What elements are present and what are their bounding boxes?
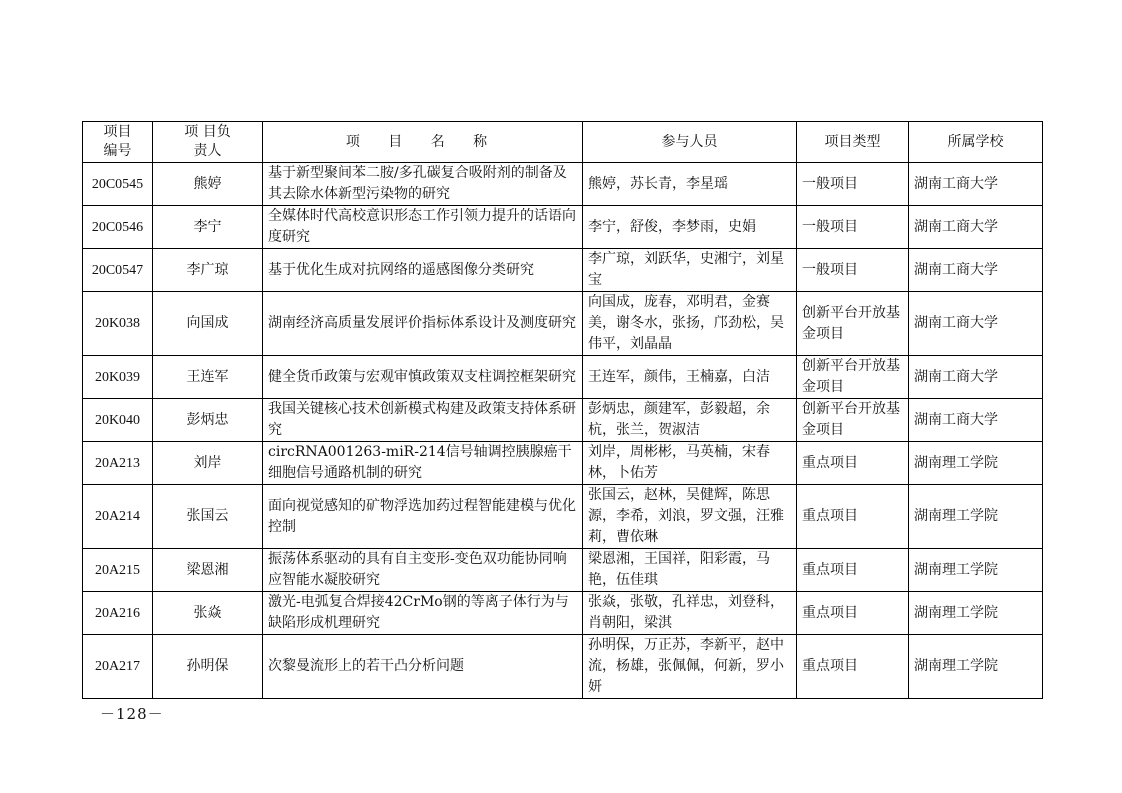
row-leader: 彭炳忠 [153, 399, 263, 442]
row-name: 我国关键核心技术创新模式构建及政策支持体系研究 [263, 399, 583, 442]
row-leader: 李广琼 [153, 249, 263, 292]
table-body [83, 163, 1043, 699]
row-school: 湖南工商大学 [909, 163, 1043, 206]
table-row [83, 399, 1043, 442]
row-type: 重点项目 [797, 549, 909, 592]
project-table [82, 121, 1043, 699]
table-row [83, 635, 1043, 699]
table-row [83, 292, 1043, 356]
row-name: 基于新型聚间苯二胺/多孔碳复合吸附剂的制备及其去除水体新型污染物的研究 [263, 163, 583, 206]
row-members: 向国成，庞春，邓明君，金赛美，谢冬水，张扬，邝劲松，吴伟平，刘晶晶 [583, 292, 797, 356]
row-type: 一般项目 [797, 206, 909, 249]
row-id: 20C0547 [83, 249, 153, 292]
row-type: 重点项目 [797, 485, 909, 549]
row-name: 湖南经济高质量发展评价指标体系设计及测度研究 [263, 292, 583, 356]
row-id: 20K038 [83, 292, 153, 356]
header-school: 所属学校 [909, 122, 1043, 163]
row-school: 湖南理工学院 [909, 592, 1043, 635]
row-school: 湖南理工学院 [909, 442, 1043, 485]
row-name: circRNA001263-miR-214信号轴调控胰腺癌干细胞信号通路机制的研究 [263, 442, 583, 485]
row-members: 梁恩湘，王国祥，阳彩霞，马艳，伍佳琪 [583, 549, 797, 592]
table-row [83, 592, 1043, 635]
row-name: 基于优化生成对抗网络的遥感图像分类研究 [263, 249, 583, 292]
row-leader: 孙明保 [153, 635, 263, 699]
row-leader: 王连军 [153, 356, 263, 399]
row-members: 张国云，赵林，吴健辉，陈思源，李希，刘浪，罗文强，汪雅莉，曹依琳 [583, 485, 797, 549]
row-type: 重点项目 [797, 442, 909, 485]
row-members: 刘岸，周彬彬，马英楠，宋春林，卜佑芳 [583, 442, 797, 485]
row-members: 张焱，张敬，孔祥忠，刘登科，肖朝阳，梁淇 [583, 592, 797, 635]
row-school: 湖南工商大学 [909, 292, 1043, 356]
row-name: 激光-电弧复合焊接42CrMo钢的等离子体行为与缺陷形成机理研究 [263, 592, 583, 635]
row-name: 次黎曼流形上的若干凸分析问题 [263, 635, 583, 699]
row-leader: 刘岸 [153, 442, 263, 485]
row-type: 创新平台开放基金项目 [797, 399, 909, 442]
row-school: 湖南理工学院 [909, 485, 1043, 549]
row-school: 湖南理工学院 [909, 635, 1043, 699]
row-members: 李宁，舒俊，李梦雨，史娟 [583, 206, 797, 249]
row-name: 全媒体时代高校意识形态工作引领力提升的话语向度研究 [263, 206, 583, 249]
row-id: 20K040 [83, 399, 153, 442]
row-school: 湖南理工学院 [909, 549, 1043, 592]
page-number: －128－ [100, 705, 164, 723]
header-leader: 项 目负责人 [153, 122, 263, 163]
row-id: 20A214 [83, 485, 153, 549]
row-school: 湖南工商大学 [909, 249, 1043, 292]
table-row [83, 249, 1043, 292]
row-leader: 熊婷 [153, 163, 263, 206]
table-row [83, 206, 1043, 249]
row-leader: 梁恩湘 [153, 549, 263, 592]
row-name: 振荡体系驱动的具有自主变形-变色双功能协同响应智能水凝胶研究 [263, 549, 583, 592]
header-id: 项目编号 [83, 122, 153, 163]
row-school: 湖南工商大学 [909, 356, 1043, 399]
row-members: 熊婷，苏长青，李星瑶 [583, 163, 797, 206]
table-row [83, 163, 1043, 206]
row-type: 重点项目 [797, 592, 909, 635]
row-members: 王连军，颜伟，王楠嘉，白洁 [583, 356, 797, 399]
row-type: 一般项目 [797, 163, 909, 206]
table-row [83, 356, 1043, 399]
row-name: 面向视觉感知的矿物浮选加药过程智能建模与优化控制 [263, 485, 583, 549]
row-name: 健全货币政策与宏观审慎政策双支柱调控框架研究 [263, 356, 583, 399]
row-leader: 李宁 [153, 206, 263, 249]
row-id: 20A215 [83, 549, 153, 592]
row-type: 创新平台开放基金项目 [797, 292, 909, 356]
table-header [83, 122, 1043, 163]
row-id: 20A216 [83, 592, 153, 635]
row-type: 创新平台开放基金项目 [797, 356, 909, 399]
row-school: 湖南工商大学 [909, 206, 1043, 249]
header-type: 项目类型 [797, 122, 909, 163]
row-id: 20A217 [83, 635, 153, 699]
table-row [83, 549, 1043, 592]
table-row [83, 485, 1043, 549]
row-members: 彭炳忠，颜建军，彭毅超，余杭，张兰，贺淑洁 [583, 399, 797, 442]
row-leader: 向国成 [153, 292, 263, 356]
row-id: 20C0545 [83, 163, 153, 206]
row-school: 湖南工商大学 [909, 399, 1043, 442]
row-leader: 张国云 [153, 485, 263, 549]
row-id: 20A213 [83, 442, 153, 485]
table-row [83, 442, 1043, 485]
row-members: 李广琼，刘跃华，史湘宁，刘星宝 [583, 249, 797, 292]
row-type: 重点项目 [797, 635, 909, 699]
header-name: 项 目 名 称 [263, 122, 583, 163]
row-type: 一般项目 [797, 249, 909, 292]
header-members: 参与人员 [583, 122, 797, 163]
row-members: 孙明保，万正苏，李新平，赵中流，杨雄，张佩佩，何新，罗小妍 [583, 635, 797, 699]
row-leader: 张焱 [153, 592, 263, 635]
row-id: 20K039 [83, 356, 153, 399]
row-id: 20C0546 [83, 206, 153, 249]
